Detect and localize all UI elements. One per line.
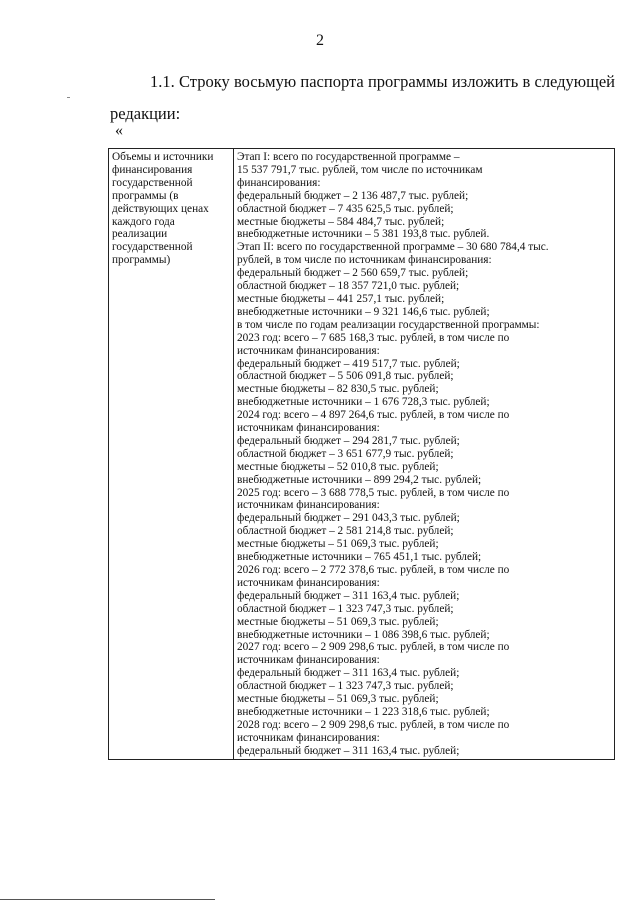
value-line: местные бюджеты – 51 069,3 тыс. рублей; (237, 615, 439, 628)
value-line: областной бюджет – 18 357 721,0 тыс. рублей; (237, 280, 460, 293)
value-line: внебюджетные источники – 765 451,1 тыс. рублей; (237, 551, 482, 564)
value-line: федеральный бюджет – 419 517,7 тыс. рублей; (237, 357, 460, 370)
value-line: федеральный бюджет – 311 163,4 тыс. рублей; (237, 744, 460, 757)
value-line: областной бюджет – 3 651 677,9 тыс. рублей; (237, 447, 454, 460)
value-line: внебюджетные источники – 899 294,2 тыс. рублей; (237, 473, 482, 486)
value-line: федеральный бюджет – 2 560 659,7 тыс. рублей; (237, 267, 469, 280)
passport-table (108, 148, 615, 760)
value-line: источникам финансирования: (237, 654, 380, 667)
value-line: Этап I: всего по государственной программе – (237, 151, 460, 163)
row-value-cell (234, 149, 615, 760)
intro-paragraph (110, 66, 615, 130)
value-line: федеральный бюджет – 291 043,3 тыс. рублей; (237, 512, 460, 525)
value-line: местные бюджеты – 51 069,3 тыс. рублей; (237, 693, 439, 706)
value-line: местные бюджеты – 441 257,1 тыс. рублей; (237, 292, 445, 305)
value-line: 2025 год: всего – 3 688 778,5 тыс. рублей, в том числе по (237, 486, 510, 499)
value-line: областной бюджет – 2 581 214,8 тыс. рублей; (237, 525, 454, 538)
opening-quote: « (115, 122, 123, 139)
table-row (109, 149, 615, 760)
value-line: местные бюджеты – 51 069,3 тыс. рублей; (237, 538, 439, 551)
value-line: 2027 год: всего – 2 909 298,6 тыс. рублей, в том числе по (237, 641, 510, 654)
value-line: внебюджетные источники – 1 223 318,6 тыс. рублей; (237, 705, 490, 718)
value-line: внебюджетные источники – 9 321 146,6 тыс. рублей; (237, 305, 490, 318)
value-line: областной бюджет – 7 435 625,5 тыс. рублей; (237, 202, 454, 215)
value-line: 2024 год: всего – 4 897 264,6 тыс. рублей, в том числе по (237, 409, 510, 422)
value-line: местные бюджеты – 82 830,5 тыс. рублей; (237, 383, 439, 396)
footer-rule (0, 899, 215, 900)
value-line: Этап II: всего по государственной программе – 30 680 784,4 тыс. (237, 241, 549, 254)
value-line: 2023 год: всего – 7 685 168,3 тыс. рублей, в том числе по (237, 331, 510, 344)
value-line: внебюджетные источники – 1 676 728,3 тыс. рублей; (237, 396, 490, 409)
value-line: источникам финансирования: (237, 576, 380, 589)
margin-mark (67, 97, 70, 98)
value-line: областной бюджет – 1 323 747,3 тыс. рублей; (237, 602, 454, 615)
value-line: федеральный бюджет – 294 281,7 тыс. рублей; (237, 434, 460, 447)
value-line: местные бюджеты – 584 484,7 тыс. рублей; (237, 215, 445, 228)
value-line: финансирования: (237, 176, 321, 189)
value-line: 2026 год: всего – 2 772 378,6 тыс. рублей, в том числе по (237, 564, 510, 576)
value-line: 15 537 791,7 тыс. рублей, том числе по источникам (237, 163, 483, 176)
value-line: федеральный бюджет – 2 136 487,7 тыс. рублей; (237, 189, 469, 202)
value-line: федеральный бюджет – 311 163,4 тыс. рублей; (237, 667, 460, 680)
value-line: источникам финансирования: (237, 344, 380, 357)
intro-line-1: 1.1. Строку восьмую паспорта программы изложить в следующей (150, 72, 615, 91)
intro-line-2: редакции: (110, 104, 181, 123)
page-number: 2 (316, 32, 324, 49)
value-line: источникам финансирования: (237, 422, 380, 435)
value-line: источникам финансирования: (237, 731, 380, 744)
value-line: в том числе по годам реализации государственной программы: (237, 318, 540, 331)
row-label-cell: Объемы и источники финансирования государственной программы (в действующих ценах каждого года реализации государственной программы) (109, 149, 234, 760)
value-line: внебюджетные источники – 5 381 193,8 тыс. рублей. (237, 228, 490, 241)
value-line: местные бюджеты – 52 010,8 тыс. рублей; (237, 460, 439, 473)
value-line: 2028 год: всего – 2 909 298,6 тыс. рублей, в том числе по (237, 718, 510, 731)
value-line: источникам финансирования: (237, 499, 380, 512)
value-line: внебюджетные источники – 1 086 398,6 тыс. рублей; (237, 628, 490, 641)
value-line: областной бюджет – 1 323 747,3 тыс. рублей; (237, 680, 454, 693)
value-line: федеральный бюджет – 311 163,4 тыс. рублей; (237, 589, 460, 602)
value-line: рублей, в том числе по источникам финансирования: (237, 254, 492, 267)
value-line: областной бюджет – 5 506 091,8 тыс. рублей; (237, 370, 454, 383)
